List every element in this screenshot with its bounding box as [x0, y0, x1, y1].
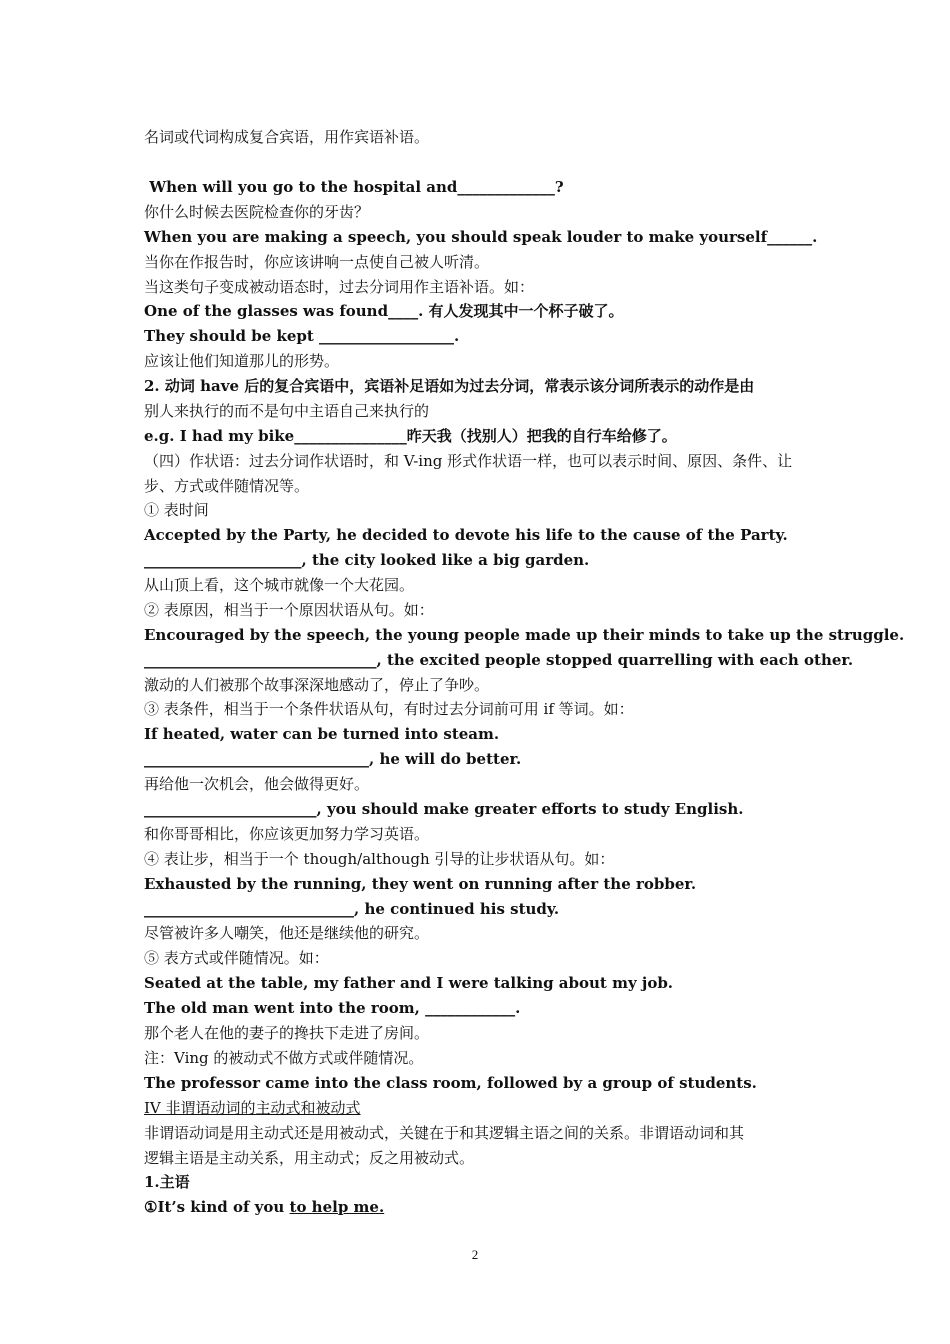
text-line: 步、方式或伴随情况等。 [144, 477, 310, 495]
text-line: 逻辑主语是主动关系，用主动式；反之用被动式。 [144, 1149, 475, 1167]
text-line: One of the glasses was found____. 有人发现其中一个杯子破了。 [144, 302, 624, 320]
text-line: e.g. I had my bike_______________昨天我（找别人）把我的自行车给修了。 [144, 427, 677, 445]
text-line: _______________________, you should make greater efforts to study English. [144, 800, 744, 818]
text-line: Accepted by the Party, he decided to devote his life to the cause of the Party. [144, 526, 788, 544]
text-line: 当这类句子变成被动语态时，过去分词用作主语补语。如： [144, 278, 535, 296]
text-line: 激动的人们被那个故事深深地感动了，停止了争吵。 [144, 676, 490, 694]
text-line: 别人来执行的而不是句中主语自己来执行的 [144, 402, 430, 420]
text-line: When will you go to the hospital and_____________? [144, 178, 564, 196]
section-title: IV 非谓语动词的主动式和被动式 [144, 1099, 361, 1117]
text-line: _______________________________, the excited people stopped quarrelling with each other. [144, 651, 854, 669]
text-line: 你什么时候去医院检查你的牙齿？ [144, 203, 370, 221]
text-line: 2. 动词 have 后的复合宾语中，宾语补足语如为过去分词，常表示该分词所表示的动作是由 [144, 377, 755, 395]
text-line: If heated, water can be turned into steam. [144, 725, 500, 743]
text-line: 尽管被许多人嘲笑，他还是继续他的研究。 [144, 924, 430, 942]
underlined-phrase: to help me. [289, 1198, 385, 1216]
section-heading: ① 表时间 [144, 501, 209, 519]
section-heading: ⑤ 表方式或伴随情况。如： [144, 949, 329, 967]
text-line: 应该让他们知道那儿的形势。 [144, 352, 340, 370]
text-line: （四）作状语：过去分词作状语时，和 V-ing 形式作状语一样，也可以表示时间、原因、条件、让 [144, 452, 793, 470]
text-line: 再给他一次机会，他会做得更好。 [144, 775, 370, 793]
text-line: 那个老人在他的妻子的搀扶下走进了房间。 [144, 1024, 430, 1042]
text-line: They should be kept __________________. [144, 327, 460, 345]
text-line: 从山顶上看，这个城市就像一个大花园。 [144, 576, 415, 594]
text-line [144, 1196, 384, 1218]
text-line: 和你哥哥相比，你应该更加努力学习英语。 [144, 825, 430, 843]
text-line: ____________________________, he continued his study. [144, 900, 560, 918]
text-line: The old man went into the room, ____________. [144, 999, 521, 1017]
text-line: 当你在作报告时，你应该讲响一点使自己被人听清。 [144, 253, 490, 271]
text-line: 名词或代词构成复合宾语，用作宾语补语。 [144, 128, 430, 146]
page-number: 2 [471, 1247, 479, 1262]
text-line: The professor came into the class room, followed by a group of students. [144, 1074, 757, 1092]
text-line: ______________________________, he will do better. [144, 750, 522, 768]
text-line: 非谓语动词是用主动式还是用被动式，关键在于和其逻辑主语之间的关系。非谓语动词和其 [144, 1124, 745, 1142]
section-heading: ③ 表条件，相当于一个条件状语从句，有时过去分词前可用 if 等词。如： [144, 700, 634, 718]
example-sentence: ①It’s kind of you [144, 1198, 290, 1216]
text-line: When you are making a speech, you should speak louder to make yourself______. [144, 228, 818, 246]
text-line: _____________________, the city looked like a big garden. [144, 551, 590, 569]
section-heading: ② 表原因，相当于一个原因状语从句。如： [144, 601, 434, 619]
section-heading: 1.主语 [144, 1173, 190, 1191]
text-line: Encouraged by the speech, the young people made up their minds to take up the struggle. [144, 626, 905, 644]
note-line: 注：Ving 的被动式不做方式或伴随情况。 [144, 1049, 424, 1067]
text-line: Seated at the table, my father and I were talking about my job. [144, 974, 674, 992]
section-heading: ④ 表让步，相当于一个 though/although 引导的让步状语从句。如： [144, 850, 615, 868]
text-line: Exhausted by the running, they went on running after the robber. [144, 875, 697, 893]
